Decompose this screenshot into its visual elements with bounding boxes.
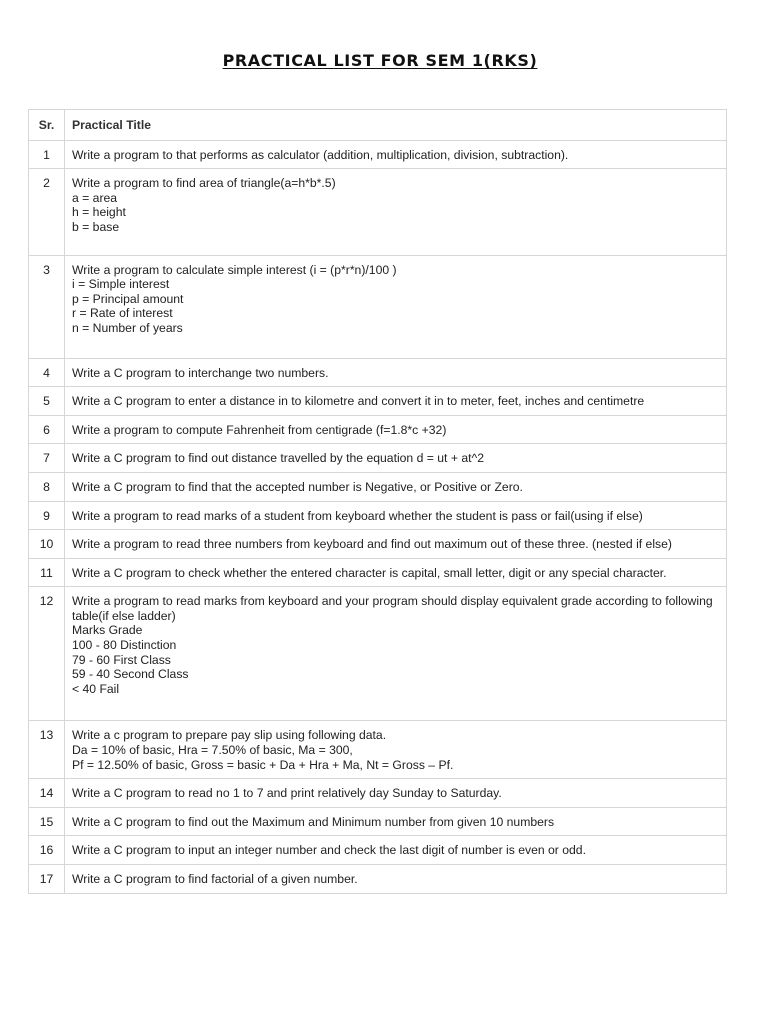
- row-serial-number: 16: [29, 836, 65, 865]
- table-row: [29, 530, 727, 559]
- row-practical-title: [65, 558, 727, 587]
- row-serial-number: 15: [29, 807, 65, 836]
- row-practical-title: [65, 255, 727, 358]
- practical-text-line: Write a program to read three numbers from keyboard and find out maximum out of these three. (nested if else): [72, 537, 672, 552]
- practical-list-table: [28, 109, 727, 894]
- table-row: [29, 836, 727, 865]
- table-row: [29, 807, 727, 836]
- practical-text-line: Write a program to find area of triangle(a=h*b*.5): [72, 176, 336, 191]
- row-practical-title: [65, 865, 727, 894]
- practical-text-line: Write a C program to enter a distance in to kilometre and convert it in to meter, feet, inches and centimetre: [72, 394, 645, 409]
- practical-text-line: a = area: [72, 190, 118, 205]
- practical-text-line: Write a C program to find out the Maximum and Minimum number from given 10 numbers: [72, 814, 555, 829]
- row-serial-number: 2: [29, 169, 65, 255]
- practical-text-line: Write a program to compute Fahrenheit from centigrade (f=1.8*c +32): [72, 422, 447, 437]
- row-serial-number: 9: [29, 501, 65, 530]
- row-practical-title: [65, 472, 727, 501]
- row-serial-number: 5: [29, 387, 65, 416]
- table-row: [29, 255, 727, 358]
- row-practical-title: [65, 169, 727, 255]
- practical-text-line: Write a c program to prepare pay slip using following data.: [72, 728, 387, 743]
- practical-text-line: Write a C program to input an integer number and check the last digit of number is even or odd.: [72, 843, 586, 858]
- practical-text-line: Write a program to calculate simple interest (i = (p*r*n)/100 ): [72, 262, 397, 277]
- table-body: [29, 140, 727, 893]
- practical-text-line: i = Simple interest: [72, 277, 170, 292]
- practical-text-line: Write a C program to find factorial of a given number.: [72, 872, 358, 886]
- practical-text-line: Pf = 12.50% of basic, Gross = basic + Da + Hra + Ma, Nt = Gross – Pf.: [72, 757, 454, 772]
- practical-text-line: Write a C program to check whether the entered character is capital, small letter, digit or any special character.: [72, 565, 667, 580]
- practical-text-line: 100 - 80 Distinction: [72, 638, 177, 653]
- practical-text-line: 79 - 60 First Class: [72, 652, 171, 667]
- row-serial-number: 13: [29, 721, 65, 779]
- row-serial-number: 10: [29, 530, 65, 559]
- practical-text-line: Write a C program to interchange two numbers.: [72, 365, 329, 380]
- row-serial-number: 7: [29, 444, 65, 473]
- row-practical-title: [65, 501, 727, 530]
- row-practical-title: [65, 807, 727, 836]
- table-row: [29, 558, 727, 587]
- practical-text-line: Write a program to read marks of a student from keyboard whether the student is pass or fail(using if else): [72, 508, 643, 523]
- row-serial-number: 1: [29, 140, 65, 169]
- table-row: [29, 865, 727, 894]
- table-row: [29, 587, 727, 721]
- practical-text-line: h = height: [72, 205, 126, 220]
- practical-text-line: < 40 Fail: [72, 681, 120, 696]
- row-serial-number: 17: [29, 865, 65, 894]
- table-row: [29, 387, 727, 416]
- row-serial-number: 8: [29, 472, 65, 501]
- practical-text-line: 59 - 40 Second Class: [72, 667, 189, 682]
- practical-text-line: Write a C program to find that the accepted number is Negative, or Positive or Zero.: [72, 479, 523, 494]
- row-practical-title: [65, 779, 727, 808]
- table-row: [29, 472, 727, 501]
- column-header-practical-title: Practical Title: [65, 110, 727, 141]
- row-practical-title: [65, 444, 727, 473]
- row-serial-number: 4: [29, 358, 65, 387]
- row-practical-title: [65, 836, 727, 865]
- practical-text-line: Write a program to read marks from keyboard and your program should display equivalent grade according to following table(if else ladder): [72, 594, 713, 623]
- table-row: [29, 415, 727, 444]
- row-practical-title: [65, 721, 727, 779]
- row-serial-number: 6: [29, 415, 65, 444]
- practical-text-line: p = Principal amount: [72, 291, 184, 306]
- practical-text-line: Marks Grade: [72, 623, 143, 638]
- row-practical-title: [65, 530, 727, 559]
- practical-text-line: Da = 10% of basic, Hra = 7.50% of basic, Ma = 300,: [72, 743, 353, 758]
- row-practical-title: [65, 587, 727, 721]
- table-row: [29, 140, 727, 169]
- row-serial-number: 11: [29, 558, 65, 587]
- table-row: [29, 721, 727, 779]
- table-row: [29, 444, 727, 473]
- table-header-row: [29, 110, 727, 141]
- practical-text-line: Write a C program to read no 1 to 7 and print relatively day Sunday to Saturday.: [72, 786, 502, 801]
- practical-text-line: Write a program to that performs as calculator (addition, multiplication, division, subtraction).: [72, 147, 569, 162]
- practical-text-line: Write a C program to find out distance travelled by the equation d = ut + at^2: [72, 451, 484, 466]
- table-row: [29, 169, 727, 255]
- row-practical-title: [65, 387, 727, 416]
- row-serial-number: 12: [29, 587, 65, 721]
- row-practical-title: [65, 415, 727, 444]
- row-practical-title: [65, 140, 727, 169]
- row-serial-number: 3: [29, 255, 65, 358]
- practical-text-line: n = Number of years: [72, 320, 183, 335]
- table-row: [29, 501, 727, 530]
- table-row: [29, 779, 727, 808]
- row-serial-number: 14: [29, 779, 65, 808]
- practical-text-line: b = base: [72, 219, 120, 234]
- column-header-sr: Sr.: [29, 110, 65, 141]
- row-practical-title: [65, 358, 727, 387]
- practical-text-line: r = Rate of interest: [72, 306, 173, 321]
- table-row: [29, 358, 727, 387]
- page-title: PRACTICAL LIST FOR SEM 1(RKS): [222, 51, 538, 70]
